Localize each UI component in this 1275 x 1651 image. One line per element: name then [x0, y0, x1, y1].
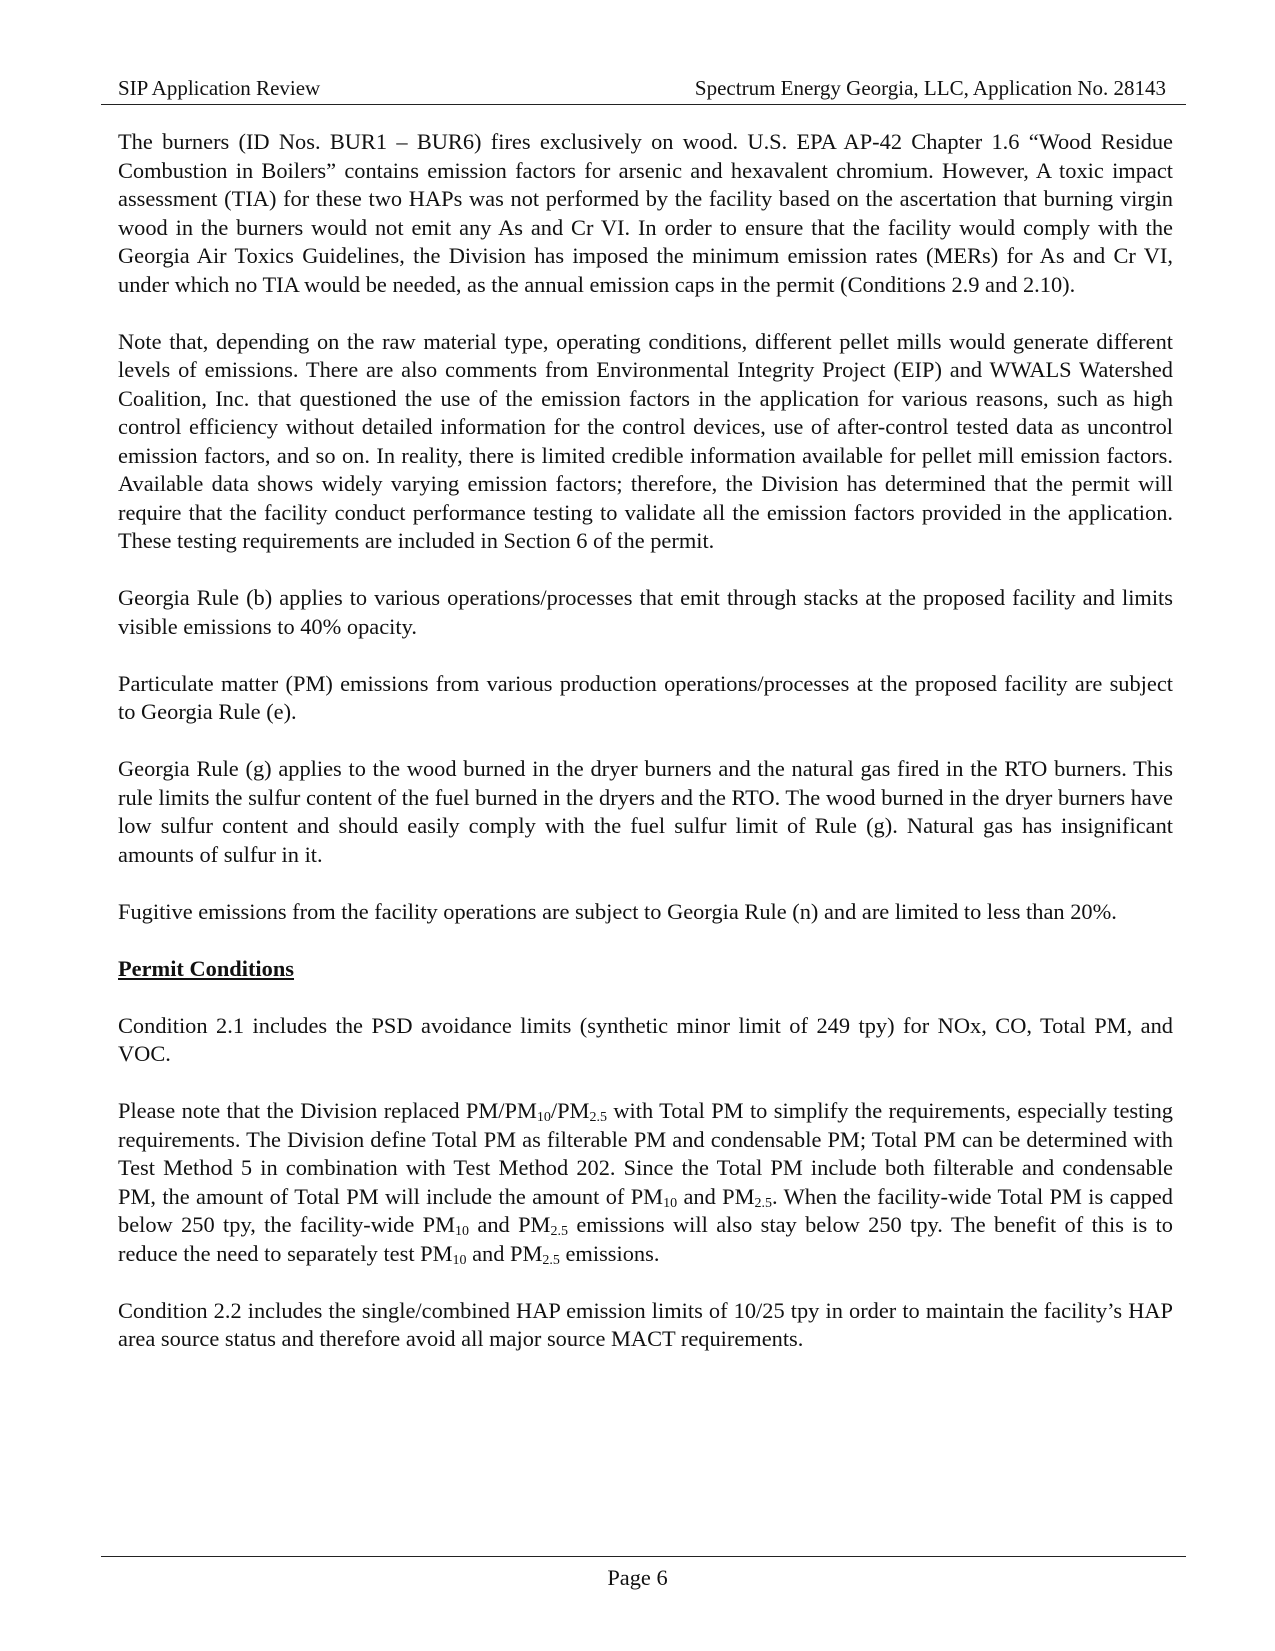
paragraph-condition-2-1: Condition 2.1 includes the PSD avoidance limits (synthetic minor limit of 249 tpy) for NOx, CO, Total PM, and VOC. — [118, 1012, 1173, 1066]
text-run: and PM — [677, 1183, 755, 1209]
header-document-title: SIP Application Review — [118, 76, 321, 100]
subscript: 2.5 — [589, 1110, 607, 1125]
paragraph-emission-factors: Note that, depending on the raw material type, operating conditions, different pellet mills would generate different levels of emissions. There are also comments from Environmental Integrity Project (EIP) and WWALS Watershed Coalition, Inc. that questioned the use of the emission factors in the application for various reasons, such as high control efficiency without detailed information for the control devices, use of after-control tested data as uncontrol emission factors, and so on. In reality, there is limited credible information available for pellet mill emission factors. Available data shows widely varying emission factors; therefore, the Division has determined that the permit will require that the facility conduct performance testing to validate all the emission factors provided in the application. These testing requirements are included in Section 6 of the permit. — [118, 328, 1173, 553]
paragraph-condition-2-2: Condition 2.2 includes the single/combined HAP emission limits of 10/25 tpy in order to maintain the facility’s HAP area source status and therefore avoid all major source MACT requirements. — [118, 1297, 1173, 1351]
footer-divider — [101, 1556, 1186, 1557]
paragraph-rule-e: Particulate matter (PM) emissions from various production operations/processes at the proposed facility are subject to Georgia Rule (e). — [118, 670, 1173, 724]
paragraph-burners: The burners (ID Nos. BUR1 – BUR6) fires exclusively on wood. U.S. EPA AP-42 Chapter 1.6 “Wood Residue Combustion in Boilers” contains emission factors for arsenic and hexavalent chromium. However, A toxic impact assessment (TIA) for these two HAPs was not performed by the facility based on the ascertation that burning virgin wood in the burners would not emit any As and Cr VI. In order to ensure that the facility would comply with the Georgia Air Toxics Guidelines, the Division has imposed the minimum emission rates (MERs) for As and Cr VI, under which no TIA would be needed, as the annual emission caps in the permit (Conditions 2.9 and 2.10). — [118, 129, 1173, 297]
text-run: emissions will also stay below 250 tpy. The benefit of this is to reduce the need to separately test PM — [118, 1212, 1174, 1266]
header-divider — [101, 104, 1186, 105]
page-header — [118, 74, 1186, 102]
subscript: 10 — [663, 1195, 678, 1211]
subscript: 2.5 — [754, 1195, 773, 1211]
paragraph-rule-g: Georgia Rule (g) applies to the wood burned in the dryer burners and the natural gas fired in the RTO burners. This rule limits the sulfur content of the fuel burned in the dryers and the RTO. The wood burned in the dryer burners have low sulfur content and should easily comply with the fuel sulfur limit of Rule (g). Natural gas has insignificant amounts of sulfur in it. — [118, 756, 1173, 867]
text-run: /PM — [550, 1098, 590, 1123]
text-run: . When the facility-wide Total PM is capped below 250 tpy, the facility-wide PM — [118, 1183, 1173, 1237]
subscript: 10 — [536, 1110, 551, 1125]
paragraph-rule-n: Fugitive emissions from the facility operations are subject to Georgia Rule (n) and are limited to less than 20%. — [118, 898, 1117, 924]
subscript: 2.5 — [550, 1224, 568, 1239]
text-run: with Total PM to simplify the requirements, especially testing requirements. The Division define Total PM as filterable PM and condensable PM; Total PM can be determined with Test Method 5 in combination with Test Method 202. Since the Total PM include both filterable and condensable PM, the amount of Total PM will include the amount of PM — [118, 1098, 1173, 1209]
header-application-id: Spectrum Energy Georgia, LLC, Application No. 28143 — [694, 76, 1166, 100]
page-number: Page 6 — [607, 1565, 668, 1590]
text-run: and PM — [466, 1240, 543, 1266]
text-run: emissions. — [559, 1240, 660, 1266]
paragraph-rule-b: Georgia Rule (b) applies to various operations/processes that emit through stacks at the proposed facility and limits visible emissions to 40% opacity. — [118, 585, 1173, 639]
text-run: and PM — [469, 1212, 551, 1237]
section-heading-permit-conditions: Permit Conditions — [118, 955, 295, 981]
page-body — [118, 128, 1173, 1382]
subscript: 10 — [455, 1224, 470, 1239]
paragraph-total-pm — [118, 1097, 1173, 1268]
subscript: 2.5 — [542, 1252, 560, 1268]
text-run: Please note that the Division replaced PM/PM — [118, 1098, 537, 1123]
subscript: 10 — [452, 1252, 467, 1268]
